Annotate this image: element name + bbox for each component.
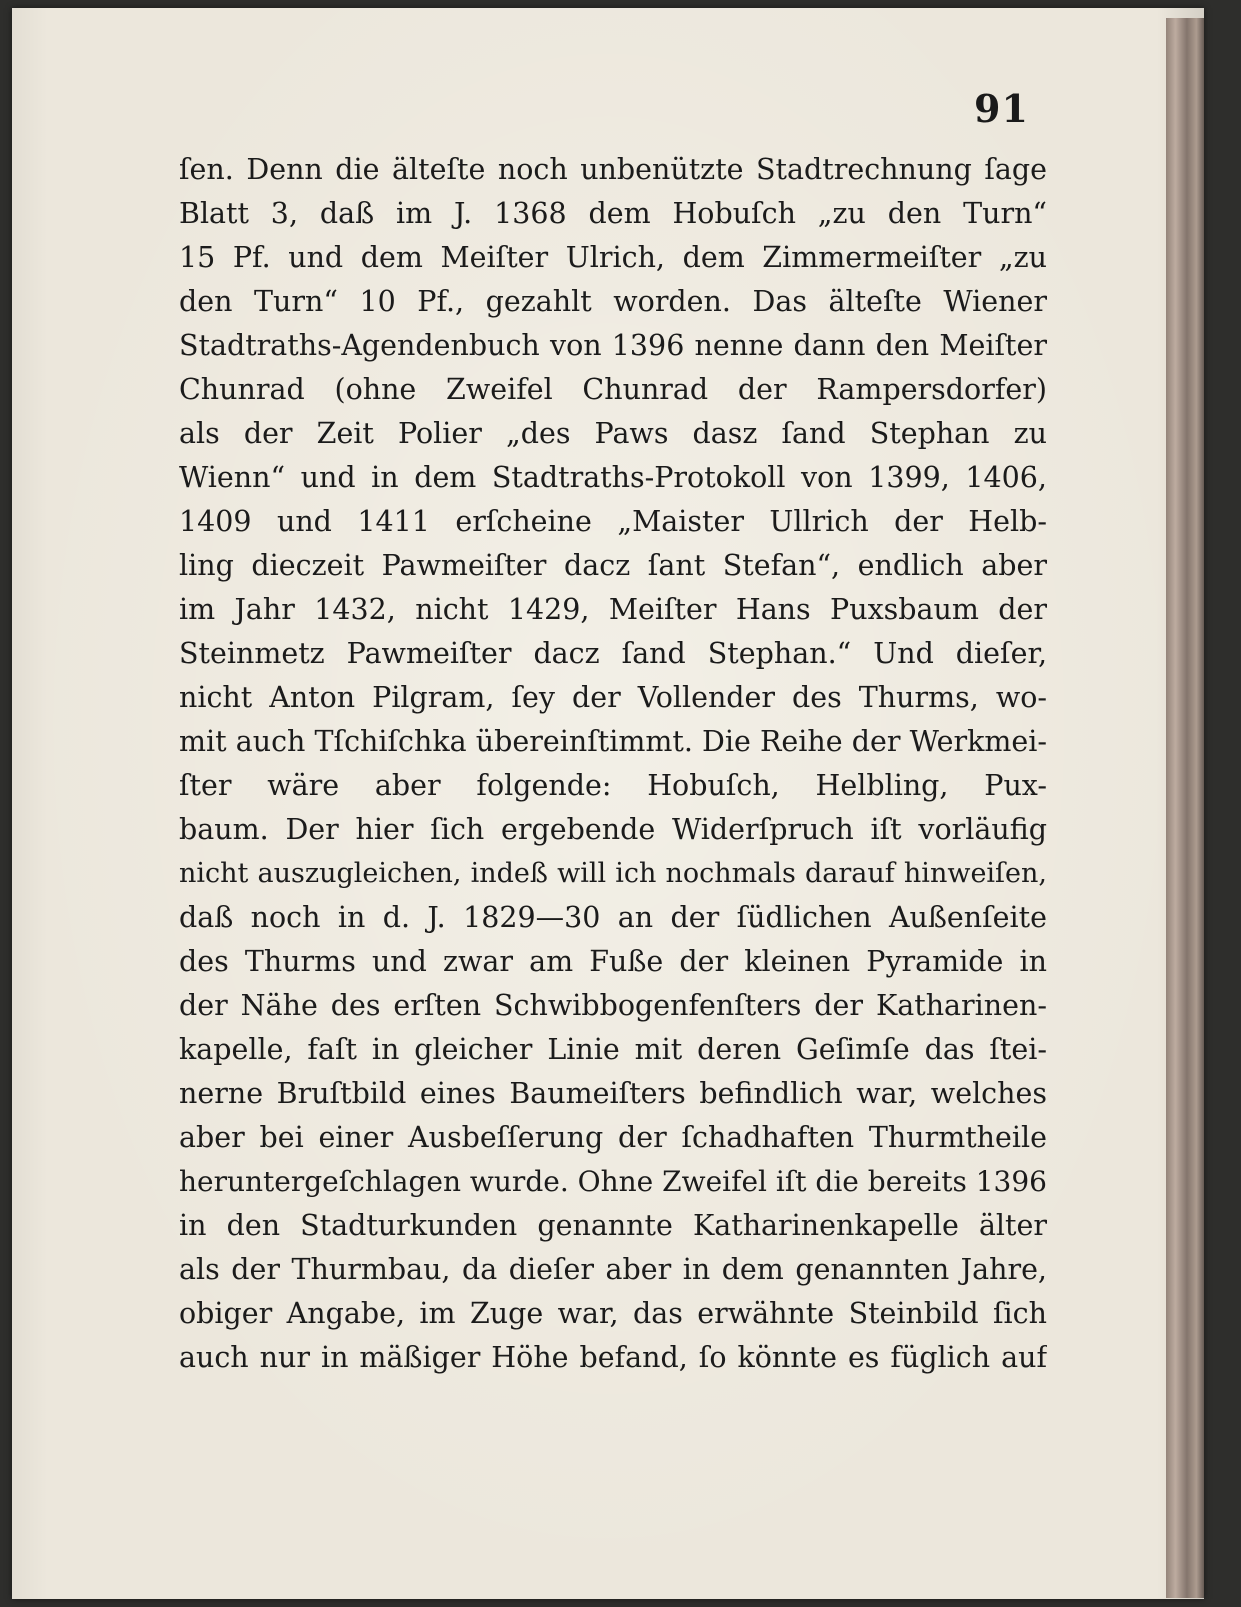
text-line: heruntergeſchlagen wurde. Ohne Zweifel iſt die bereits 1396 <box>179 1165 1047 1198</box>
body-text <box>179 148 1047 1380</box>
text-line: ling dieczeit Pawmeiſter dacz ſant Stefan“, endlich aber <box>179 549 1047 582</box>
text-line: 15 Pf. und dem Meiſter Ulrich, dem Zimmermeiſter „zu <box>179 241 1047 274</box>
text-line: in den Stadturkunden genannte Katharinenkapelle älter <box>179 1209 1047 1242</box>
book-page <box>12 8 1204 1599</box>
text-line: ſen. Denn die älteſte noch unbenützte Stadtrechnung ſage <box>179 153 1047 186</box>
text-line: nerne Bruſtbild eines Baumeiſters befindlich war, welches <box>179 1077 1047 1110</box>
text-line: als der Thurmbau, da dieſer aber in dem genannten Jahre, <box>179 1253 1047 1286</box>
text-line: auch nur in mäßiger Höhe befand, ſo könnte es füglich auf <box>179 1341 1047 1374</box>
text-line: Blatt 3, daß im J. 1368 dem Hobuſch „zu den Turn“ <box>179 197 1047 230</box>
text-line: nicht Anton Pilgram, ſey der Vollender des Thurms, wo- <box>179 681 1047 714</box>
text-line: Chunrad (ohne Zweifel Chunrad der Rampersdorfer) <box>179 373 1047 406</box>
book-page-edge <box>1166 18 1204 1598</box>
text-line: obiger Angabe, im Zuge war, das erwähnte Steinbild ſich <box>179 1297 1047 1330</box>
text-line: der Nähe des erſten Schwibbogenfenſters der Katharinen- <box>179 989 1047 1022</box>
text-line: baum. Der hier ſich ergebende Widerſpruch iſt vorläufig <box>179 813 1047 846</box>
text-line: daß noch in d. J. 1829—30 an der ſüdlichen Außenſeite <box>179 901 1047 934</box>
text-line: den Turn“ 10 Pf., gezahlt worden. Das älteſte Wiener <box>179 285 1047 318</box>
text-line: Stadtraths-Agendenbuch von 1396 nenne dann den Meiſter <box>179 329 1047 362</box>
text-line: im Jahr 1432, nicht 1429, Meiſter Hans Puxsbaum der <box>179 593 1047 626</box>
text-line: Steinmetz Pawmeiſter dacz ſand Stephan.“ Und dieſer, <box>179 637 1047 670</box>
text-line: nicht auszugleichen, indeß will ich nochmals darauf hinweiſen, <box>179 858 1047 889</box>
text-line: mit auch Tſchiſchka übereinſtimmt. Die Reihe der Werkmei- <box>179 725 1047 758</box>
text-line: kapelle, faſt in gleicher Linie mit deren Geſimſe das ſtei- <box>179 1033 1047 1066</box>
text-line: aber bei einer Ausbeſſerung der ſchadhaften Thurmtheile <box>179 1121 1047 1154</box>
text-line: ſter wäre aber folgende: Hobuſch, Helbling, Pux- <box>179 769 1047 802</box>
text-line: 1409 und 1411 erſcheine „Maister Ullrich der Helb- <box>179 505 1047 538</box>
text-line: Wienn“ und in dem Stadtraths-Protokoll von 1399, 1406, <box>179 461 1047 494</box>
page-number: 91 <box>974 86 1029 131</box>
text-line: des Thurms und zwar am Fuße der kleinen Pyramide in <box>179 945 1047 978</box>
text-line: als der Zeit Polier „des Paws dasz ſand Stephan zu <box>179 417 1047 450</box>
